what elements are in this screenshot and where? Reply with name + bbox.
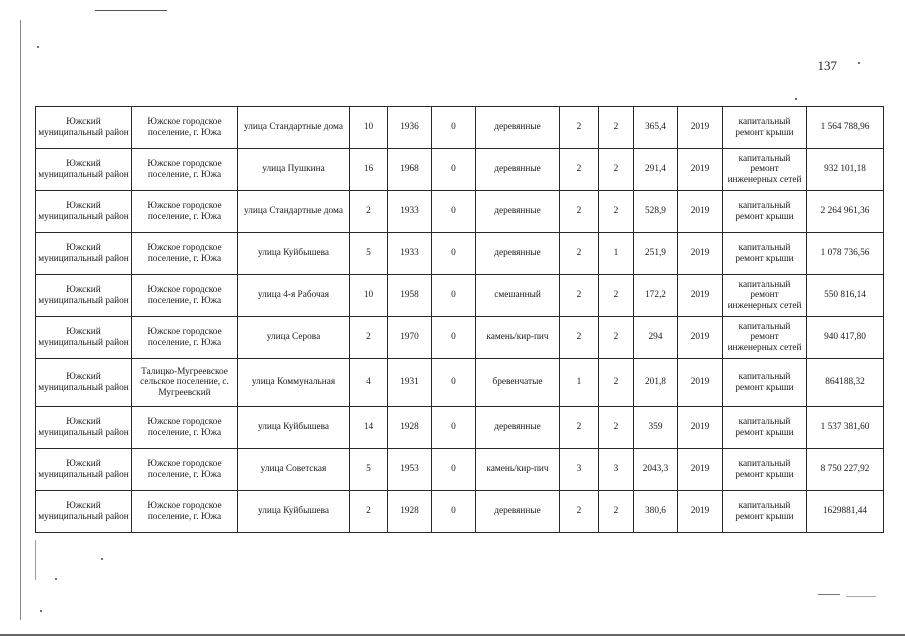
area-cell: 172,2 — [634, 275, 678, 317]
build-year-cell: 1931 — [388, 359, 432, 407]
settlement-cell: Талицко-Мугреевское сельское поселение, с. Мугреевский — [132, 359, 238, 407]
street-cell: улица Куйбышева — [238, 407, 350, 449]
area-cell: 528,9 — [634, 191, 678, 233]
entrances-cell: 2 — [599, 191, 634, 233]
floors-cell: 1 — [560, 359, 599, 407]
area-cell: 365,4 — [634, 107, 678, 149]
district-cell: Южский муниципальный район — [36, 191, 132, 233]
zero-cell: 0 — [432, 407, 476, 449]
entrances-cell: 3 — [599, 449, 634, 491]
settlement-cell: Южское городское поселение, г. Южа — [132, 233, 238, 275]
settlement-cell: Южское городское поселение, г. Южа — [132, 407, 238, 449]
street-cell: улица Серова — [238, 317, 350, 359]
plan-year-cell: 2019 — [678, 449, 723, 491]
zero-cell: 0 — [432, 275, 476, 317]
scan-speck — [101, 558, 103, 560]
work-type-cell: капитальный ремонт крыши — [723, 407, 807, 449]
plan-year-cell: 2019 — [678, 491, 723, 533]
work-type-cell: капитальный ремонт инженерных сетей — [723, 317, 807, 359]
street-cell: улица Пушкина — [238, 149, 350, 191]
street-cell: улица Советская — [238, 449, 350, 491]
work-type-cell: капитальный ремонт крыши — [723, 359, 807, 407]
zero-cell: 0 — [432, 449, 476, 491]
settlement-cell: Южское городское поселение, г. Южа — [132, 317, 238, 359]
plan-year-cell: 2019 — [678, 149, 723, 191]
cost-cell: 8 750 227,92 — [807, 449, 884, 491]
build-year-cell: 1958 — [388, 275, 432, 317]
wall-material-cell: деревянные — [476, 149, 560, 191]
wall-material-cell: деревянные — [476, 491, 560, 533]
build-year-cell: 1970 — [388, 317, 432, 359]
table-row — [36, 191, 884, 233]
cost-cell: 2 264 961,36 — [807, 191, 884, 233]
settlement-cell: Южское городское поселение, г. Южа — [132, 191, 238, 233]
work-type-cell: капитальный ремонт крыши — [723, 191, 807, 233]
area-cell: 251,9 — [634, 233, 678, 275]
floors-cell: 2 — [560, 317, 599, 359]
wall-material-cell: деревянные — [476, 407, 560, 449]
scan-dash — [818, 594, 840, 595]
scan-bottom-edge — [0, 634, 905, 636]
district-cell: Южский муниципальный район — [36, 149, 132, 191]
zero-cell: 0 — [432, 107, 476, 149]
floors-cell: 2 — [560, 407, 599, 449]
entrances-cell: 1 — [599, 233, 634, 275]
house-number-cell: 10 — [350, 275, 388, 317]
wall-material-cell: деревянные — [476, 233, 560, 275]
wall-material-cell: бревенчатые — [476, 359, 560, 407]
cost-cell: 1 078 736,56 — [807, 233, 884, 275]
settlement-cell: Южское городское поселение, г. Южа — [132, 107, 238, 149]
zero-cell: 0 — [432, 491, 476, 533]
scan-mark-top — [95, 10, 167, 11]
build-year-cell: 1936 — [388, 107, 432, 149]
house-number-cell: 5 — [350, 449, 388, 491]
plan-year-cell: 2019 — [678, 233, 723, 275]
table-row — [36, 107, 884, 149]
plan-year-cell: 2019 — [678, 407, 723, 449]
work-type-cell: капитальный ремонт инженерных сетей — [723, 275, 807, 317]
table-row — [36, 233, 884, 275]
house-number-cell: 2 — [350, 191, 388, 233]
plan-year-cell: 2019 — [678, 317, 723, 359]
district-cell: Южский муниципальный район — [36, 317, 132, 359]
scan-speck — [795, 98, 797, 100]
cost-cell: 940 417,80 — [807, 317, 884, 359]
zero-cell: 0 — [432, 317, 476, 359]
zero-cell: 0 — [432, 149, 476, 191]
build-year-cell: 1933 — [388, 191, 432, 233]
district-cell: Южский муниципальный район — [36, 107, 132, 149]
street-cell: улица Куйбышева — [238, 233, 350, 275]
house-number-cell: 16 — [350, 149, 388, 191]
cost-cell: 864188,32 — [807, 359, 884, 407]
district-cell: Южский муниципальный район — [36, 449, 132, 491]
house-number-cell: 5 — [350, 233, 388, 275]
entrances-cell: 2 — [599, 107, 634, 149]
floors-cell: 2 — [560, 149, 599, 191]
wall-material-cell: смешанный — [476, 275, 560, 317]
house-number-cell: 14 — [350, 407, 388, 449]
work-type-cell: капитальный ремонт крыши — [723, 449, 807, 491]
district-cell: Южский муниципальный район — [36, 233, 132, 275]
scan-margin-line — [20, 20, 21, 620]
settlement-cell: Южское городское поселение, г. Южа — [132, 149, 238, 191]
street-cell: улица 4-я Рабочая — [238, 275, 350, 317]
table-row — [36, 275, 884, 317]
entrances-cell: 2 — [599, 317, 634, 359]
table-row — [36, 491, 884, 533]
street-cell: улица Стандартные дома — [238, 191, 350, 233]
area-cell: 380,6 — [634, 491, 678, 533]
settlement-cell: Южское городское поселение, г. Южа — [132, 275, 238, 317]
district-cell: Южский муниципальный район — [36, 359, 132, 407]
area-cell: 294 — [634, 317, 678, 359]
district-cell: Южский муниципальный район — [36, 275, 132, 317]
floors-cell: 2 — [560, 191, 599, 233]
floors-cell: 2 — [560, 275, 599, 317]
house-number-cell: 10 — [350, 107, 388, 149]
entrances-cell: 2 — [599, 359, 634, 407]
build-year-cell: 1928 — [388, 491, 432, 533]
area-cell: 359 — [634, 407, 678, 449]
work-type-cell: капитальный ремонт крыши — [723, 491, 807, 533]
street-cell: улица Стандартные дома — [238, 107, 350, 149]
plan-year-cell: 2019 — [678, 107, 723, 149]
cost-cell: 1 537 381,60 — [807, 407, 884, 449]
table-row — [36, 407, 884, 449]
table-row — [36, 149, 884, 191]
zero-cell: 0 — [432, 359, 476, 407]
scan-speck — [55, 578, 57, 580]
floors-cell: 2 — [560, 233, 599, 275]
cost-cell: 1629881,44 — [807, 491, 884, 533]
cost-cell: 550 816,14 — [807, 275, 884, 317]
wall-material-cell: деревянные — [476, 107, 560, 149]
floors-cell: 2 — [560, 491, 599, 533]
entrances-cell: 2 — [599, 491, 634, 533]
zero-cell: 0 — [432, 191, 476, 233]
housing-repair-table — [35, 106, 884, 533]
scan-speck — [40, 610, 42, 612]
work-type-cell: капитальный ремонт инженерных сетей — [723, 149, 807, 191]
area-cell: 2043,3 — [634, 449, 678, 491]
house-number-cell: 2 — [350, 317, 388, 359]
scan-speck — [37, 46, 39, 48]
house-number-cell: 4 — [350, 359, 388, 407]
street-cell: улица Коммунальная — [238, 359, 350, 407]
plan-year-cell: 2019 — [678, 275, 723, 317]
area-cell: 291,4 — [634, 149, 678, 191]
plan-year-cell: 2019 — [678, 359, 723, 407]
house-number-cell: 2 — [350, 491, 388, 533]
cost-cell: 1 564 788,96 — [807, 107, 884, 149]
floors-cell: 3 — [560, 449, 599, 491]
floors-cell: 2 — [560, 107, 599, 149]
page-number: 137 — [817, 58, 837, 73]
zero-cell: 0 — [432, 233, 476, 275]
street-cell: улица Куйбышева — [238, 491, 350, 533]
entrances-cell: 2 — [599, 407, 634, 449]
settlement-cell: Южское городское поселение, г. Южа — [132, 491, 238, 533]
plan-year-cell: 2019 — [678, 191, 723, 233]
table-row — [36, 449, 884, 491]
wall-material-cell: деревянные — [476, 191, 560, 233]
build-year-cell: 1953 — [388, 449, 432, 491]
entrances-cell: 2 — [599, 275, 634, 317]
table-row — [36, 317, 884, 359]
settlement-cell: Южское городское поселение, г. Южа — [132, 449, 238, 491]
work-type-cell: капитальный ремонт крыши — [723, 107, 807, 149]
wall-material-cell: камень/кир-пич — [476, 317, 560, 359]
work-type-cell: капитальный ремонт крыши — [723, 233, 807, 275]
cost-cell: 932 101,18 — [807, 149, 884, 191]
build-year-cell: 1928 — [388, 407, 432, 449]
scan-speck — [858, 62, 860, 64]
area-cell: 201,8 — [634, 359, 678, 407]
scan-dash — [846, 596, 876, 597]
table-row — [36, 359, 884, 407]
build-year-cell: 1933 — [388, 233, 432, 275]
district-cell: Южский муниципальный район — [36, 407, 132, 449]
scan-margin-line-short — [35, 540, 36, 580]
build-year-cell: 1968 — [388, 149, 432, 191]
wall-material-cell: камень/кир-пич — [476, 449, 560, 491]
entrances-cell: 2 — [599, 149, 634, 191]
district-cell: Южский муниципальный район — [36, 491, 132, 533]
